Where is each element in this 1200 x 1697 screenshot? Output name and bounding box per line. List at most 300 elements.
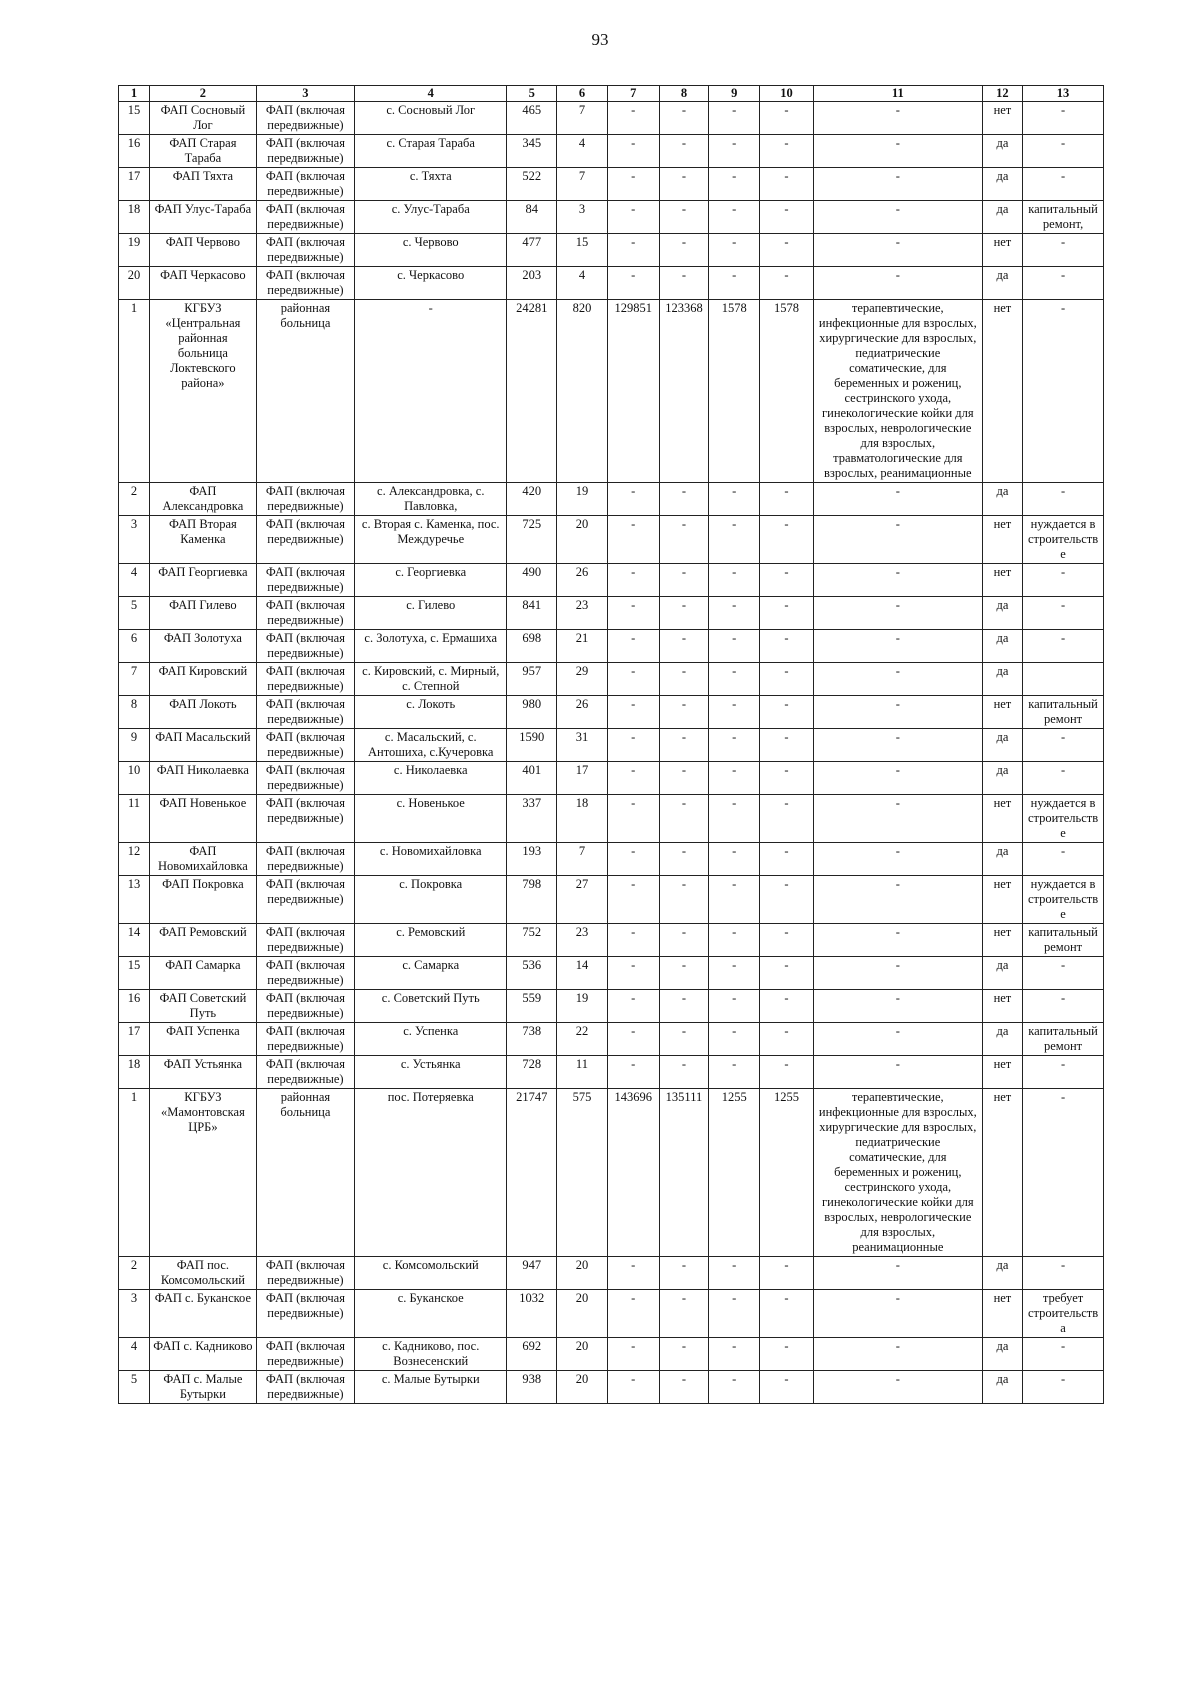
table-cell-col5: 725 — [507, 516, 557, 564]
table-cell-col7: - — [607, 1338, 659, 1371]
table-cell-col10: - — [760, 597, 814, 630]
table-row — [119, 516, 1104, 564]
table-cell-col12: нет — [982, 1089, 1022, 1257]
table-cell-col3: ФАП (включая передвижные) — [256, 234, 354, 267]
table-cell-col12: да — [982, 762, 1022, 795]
table-cell-col6: 26 — [557, 696, 608, 729]
table-cell-col12: да — [982, 1257, 1022, 1290]
column-header-3: 3 — [256, 86, 354, 102]
table-cell-col1: 5 — [119, 1371, 150, 1404]
table-cell-col12: нет — [982, 795, 1022, 843]
table-cell-col7: - — [607, 201, 659, 234]
table-cell-col5: 84 — [507, 201, 557, 234]
table-cell-col4: с. Советский Путь — [355, 990, 507, 1023]
table-cell-col6: 26 — [557, 564, 608, 597]
column-header-4: 4 — [355, 86, 507, 102]
column-header-9: 9 — [709, 86, 760, 102]
table-cell-col7: - — [607, 483, 659, 516]
table-cell-col9: - — [709, 597, 760, 630]
table-cell-col12: нет — [982, 102, 1022, 135]
table-cell-col13: - — [1023, 564, 1104, 597]
table-cell-col12: да — [982, 135, 1022, 168]
table-cell-col12: да — [982, 168, 1022, 201]
table-cell-col7: - — [607, 762, 659, 795]
table-cell-col11: терапевтические, инфекционные для взрослых, хирургические для взрослых, педиатрические соматические, для беременных и рожениц, сестринского ухода, гинекологические койки для взрослых, неврологические для взрослых, реанимационные — [813, 1089, 982, 1257]
table-cell-col8: - — [659, 663, 709, 696]
table-row — [119, 1089, 1104, 1257]
table-cell-col9: - — [709, 924, 760, 957]
table-cell-col7: - — [607, 1023, 659, 1056]
table-cell-col8: - — [659, 1290, 709, 1338]
table-row — [119, 1290, 1104, 1338]
table-cell-col10: - — [760, 1338, 814, 1371]
table-cell-col11: - — [813, 957, 982, 990]
table-cell-col4: пос. Потеряевка — [355, 1089, 507, 1257]
table-cell-col11: терапевтические, инфекционные для взрослых, хирургические для взрослых, педиатрические соматические, для беременных и рожениц, сестринского ухода, гинекологические койки для взрослых, неврологические для взрослых, травматологические для взрослых, реанимационные — [813, 300, 982, 483]
table-cell-col9: - — [709, 729, 760, 762]
table-cell-col8: - — [659, 795, 709, 843]
table-cell-col2: ФАП Сосновый Лог — [150, 102, 257, 135]
table-cell-col12: да — [982, 1023, 1022, 1056]
table-cell-col3: ФАП (включая передвижные) — [256, 696, 354, 729]
table-cell-col8: - — [659, 924, 709, 957]
table-cell-col11: - — [813, 876, 982, 924]
column-header-6: 6 — [557, 86, 608, 102]
table-cell-col5: 957 — [507, 663, 557, 696]
table-row — [119, 234, 1104, 267]
table-cell-col2: ФАП Ремовский — [150, 924, 257, 957]
table-cell-col5: 938 — [507, 1371, 557, 1404]
table-cell-col4: с. Тяхта — [355, 168, 507, 201]
table-cell-col13: - — [1023, 1257, 1104, 1290]
table-cell-col7: 143696 — [607, 1089, 659, 1257]
table-cell-col9: - — [709, 564, 760, 597]
table-cell-col8: 135111 — [659, 1089, 709, 1257]
table-cell-col9: - — [709, 795, 760, 843]
table-cell-col9: - — [709, 483, 760, 516]
table-cell-col5: 738 — [507, 1023, 557, 1056]
table-cell-col1: 4 — [119, 1338, 150, 1371]
table-cell-col8: - — [659, 696, 709, 729]
table-cell-col10: - — [760, 483, 814, 516]
table-cell-col4: с. Покровка — [355, 876, 507, 924]
table-body — [119, 102, 1104, 1404]
table-cell-col3: ФАП (включая передвижные) — [256, 843, 354, 876]
table-cell-col4: с. Самарка — [355, 957, 507, 990]
table-cell-col7: - — [607, 663, 659, 696]
table-cell-col8: - — [659, 597, 709, 630]
table-cell-col10: - — [760, 135, 814, 168]
table-cell-col9: - — [709, 663, 760, 696]
table-cell-col6: 29 — [557, 663, 608, 696]
table-cell-col3: ФАП (включая передвижные) — [256, 135, 354, 168]
table-cell-col4: с. Буканское — [355, 1290, 507, 1338]
table-cell-col11: - — [813, 267, 982, 300]
table-cell-col6: 20 — [557, 1257, 608, 1290]
table-cell-col8: - — [659, 957, 709, 990]
table-row — [119, 1371, 1104, 1404]
table-row — [119, 135, 1104, 168]
table-row — [119, 168, 1104, 201]
table-cell-col10: - — [760, 564, 814, 597]
table-cell-col6: 31 — [557, 729, 608, 762]
table-cell-col5: 752 — [507, 924, 557, 957]
table-cell-col3: ФАП (включая передвижные) — [256, 663, 354, 696]
table-cell-col12: нет — [982, 300, 1022, 483]
table-cell-col1: 15 — [119, 102, 150, 135]
table-cell-col5: 193 — [507, 843, 557, 876]
table-cell-col4: с. Ремовский — [355, 924, 507, 957]
table-cell-col6: 20 — [557, 1290, 608, 1338]
table-cell-col10: - — [760, 990, 814, 1023]
table-cell-col6: 575 — [557, 1089, 608, 1257]
table-cell-col12: да — [982, 630, 1022, 663]
table-cell-col7: - — [607, 729, 659, 762]
table-cell-col2: ФАП Кировский — [150, 663, 257, 696]
table-cell-col1: 1 — [119, 1089, 150, 1257]
table-cell-col5: 337 — [507, 795, 557, 843]
table-cell-col10: - — [760, 1257, 814, 1290]
table-cell-col3: ФАП (включая передвижные) — [256, 102, 354, 135]
table-cell-col9: - — [709, 267, 760, 300]
table-row — [119, 630, 1104, 663]
table-cell-col7: - — [607, 564, 659, 597]
table-cell-col5: 522 — [507, 168, 557, 201]
column-header-1: 1 — [119, 86, 150, 102]
table-cell-col1: 7 — [119, 663, 150, 696]
table-row — [119, 483, 1104, 516]
table-cell-col7: - — [607, 1290, 659, 1338]
table-cell-col2: ФАП Червово — [150, 234, 257, 267]
table-cell-col8: - — [659, 729, 709, 762]
table-cell-col9: - — [709, 1023, 760, 1056]
table-cell-col7: - — [607, 234, 659, 267]
table-cell-col4: с. Улус-Тараба — [355, 201, 507, 234]
table-cell-col2: ФАП Георгиевка — [150, 564, 257, 597]
table-cell-col11: - — [813, 1290, 982, 1338]
table-cell-col7: - — [607, 924, 659, 957]
table-cell-col8: - — [659, 990, 709, 1023]
table-cell-col4: - — [355, 300, 507, 483]
table-cell-col5: 345 — [507, 135, 557, 168]
table-cell-col6: 11 — [557, 1056, 608, 1089]
table-cell-col12: нет — [982, 990, 1022, 1023]
table-cell-col1: 10 — [119, 762, 150, 795]
table-cell-col6: 820 — [557, 300, 608, 483]
table-cell-col12: да — [982, 1371, 1022, 1404]
table-cell-col3: ФАП (включая передвижные) — [256, 762, 354, 795]
table-row — [119, 795, 1104, 843]
table-cell-col12: нет — [982, 234, 1022, 267]
table-cell-col3: ФАП (включая передвижные) — [256, 924, 354, 957]
table-cell-col5: 465 — [507, 102, 557, 135]
table-cell-col1: 3 — [119, 516, 150, 564]
table-cell-col5: 420 — [507, 483, 557, 516]
table-cell-col4: с. Локоть — [355, 696, 507, 729]
table-cell-col4: с. Кадниково, пос. Вознесенский — [355, 1338, 507, 1371]
table-cell-col3: ФАП (включая передвижные) — [256, 267, 354, 300]
table-cell-col13: нуждается в строительстве — [1023, 876, 1104, 924]
table-cell-col1: 18 — [119, 201, 150, 234]
table-cell-col11: - — [813, 564, 982, 597]
table-row — [119, 663, 1104, 696]
table-cell-col13: - — [1023, 630, 1104, 663]
table-cell-col2: ФАП пос. Комсомольский — [150, 1257, 257, 1290]
table-cell-col11: - — [813, 1338, 982, 1371]
table-cell-col11: - — [813, 729, 982, 762]
table-cell-col2: ФАП Гилево — [150, 597, 257, 630]
table-cell-col11: - — [813, 201, 982, 234]
table-cell-col9: - — [709, 168, 760, 201]
table-cell-col6: 14 — [557, 957, 608, 990]
table-cell-col9: - — [709, 990, 760, 1023]
table-cell-col6: 4 — [557, 135, 608, 168]
table-cell-col3: ФАП (включая передвижные) — [256, 201, 354, 234]
table-cell-col7: - — [607, 168, 659, 201]
table-cell-col13: требует строительства — [1023, 1290, 1104, 1338]
table-cell-col11: - — [813, 1056, 982, 1089]
table-cell-col6: 21 — [557, 630, 608, 663]
table-cell-col12: да — [982, 1338, 1022, 1371]
table-cell-col11: - — [813, 234, 982, 267]
table-cell-col6: 20 — [557, 1371, 608, 1404]
table-cell-col4: с. Александровка, с. Павловка, — [355, 483, 507, 516]
table-cell-col4: с. Новенькое — [355, 795, 507, 843]
table-cell-col10: - — [760, 957, 814, 990]
table-cell-col13: - — [1023, 135, 1104, 168]
table-cell-col10: - — [760, 1290, 814, 1338]
table-cell-col7: - — [607, 990, 659, 1023]
column-header-11: 11 — [813, 86, 982, 102]
table-cell-col4: с. Успенка — [355, 1023, 507, 1056]
table-cell-col13: капитальный ремонт — [1023, 696, 1104, 729]
table-cell-col3: ФАП (включая передвижные) — [256, 1056, 354, 1089]
table-cell-col7: - — [607, 135, 659, 168]
table-cell-col12: да — [982, 597, 1022, 630]
table-cell-col1: 12 — [119, 843, 150, 876]
table-cell-col5: 24281 — [507, 300, 557, 483]
table-cell-col4: с. Червово — [355, 234, 507, 267]
table-cell-col1: 18 — [119, 1056, 150, 1089]
table-cell-col4: с. Старая Тараба — [355, 135, 507, 168]
table-cell-col3: ФАП (включая передвижные) — [256, 1290, 354, 1338]
table-cell-col7: - — [607, 516, 659, 564]
table-cell-col10: - — [760, 168, 814, 201]
table-cell-col6: 23 — [557, 924, 608, 957]
table-row — [119, 729, 1104, 762]
column-header-12: 12 — [982, 86, 1022, 102]
table-cell-col5: 798 — [507, 876, 557, 924]
table-row — [119, 957, 1104, 990]
table-row — [119, 762, 1104, 795]
table-cell-col8: - — [659, 1338, 709, 1371]
table-cell-col1: 20 — [119, 267, 150, 300]
table-cell-col3: ФАП (включая передвижные) — [256, 990, 354, 1023]
table-cell-col5: 490 — [507, 564, 557, 597]
table-cell-col8: - — [659, 168, 709, 201]
table-cell-col2: ФАП Успенка — [150, 1023, 257, 1056]
table-cell-col13: - — [1023, 957, 1104, 990]
table-cell-col11: - — [813, 102, 982, 135]
table-cell-col1: 19 — [119, 234, 150, 267]
table-cell-col7: - — [607, 843, 659, 876]
table-cell-col9: - — [709, 1338, 760, 1371]
table-cell-col10: - — [760, 102, 814, 135]
table-cell-col1: 8 — [119, 696, 150, 729]
table-cell-col7: - — [607, 1371, 659, 1404]
table-cell-col5: 841 — [507, 597, 557, 630]
table-cell-col3: ФАП (включая передвижные) — [256, 597, 354, 630]
table-cell-col2: ФАП Улус-Тараба — [150, 201, 257, 234]
table-cell-col10: - — [760, 234, 814, 267]
table-cell-col12: нет — [982, 564, 1022, 597]
table-cell-col6: 27 — [557, 876, 608, 924]
table-cell-col1: 9 — [119, 729, 150, 762]
table-cell-col5: 536 — [507, 957, 557, 990]
table-cell-col11: - — [813, 1023, 982, 1056]
table-cell-col3: ФАП (включая передвижные) — [256, 630, 354, 663]
table-cell-col2: ФАП Николаевка — [150, 762, 257, 795]
column-header-10: 10 — [760, 86, 814, 102]
table-cell-col8: - — [659, 1023, 709, 1056]
table-cell-col11: - — [813, 516, 982, 564]
table-cell-col11: - — [813, 924, 982, 957]
table-cell-col7: - — [607, 597, 659, 630]
table-cell-col10: - — [760, 267, 814, 300]
table-cell-col12: да — [982, 729, 1022, 762]
table-cell-col4: с. Сосновый Лог — [355, 102, 507, 135]
table-cell-col4: с. Золотуха, с. Ермашиха — [355, 630, 507, 663]
table-cell-col7: - — [607, 957, 659, 990]
table-row — [119, 696, 1104, 729]
column-header-7: 7 — [607, 86, 659, 102]
table-cell-col5: 947 — [507, 1257, 557, 1290]
table-cell-col1: 2 — [119, 1257, 150, 1290]
table-cell-col7: 129851 — [607, 300, 659, 483]
table-cell-col13: - — [1023, 483, 1104, 516]
table-cell-col12: да — [982, 957, 1022, 990]
table-cell-col5: 21747 — [507, 1089, 557, 1257]
table-cell-col8: - — [659, 267, 709, 300]
column-header-5: 5 — [507, 86, 557, 102]
table-cell-col4: с. Николаевка — [355, 762, 507, 795]
table-cell-col10: - — [760, 762, 814, 795]
table-cell-col3: ФАП (включая передвижные) — [256, 1257, 354, 1290]
table-cell-col6: 19 — [557, 483, 608, 516]
column-header-13: 13 — [1023, 86, 1104, 102]
table-cell-col9: - — [709, 630, 760, 663]
table-cell-col7: - — [607, 1257, 659, 1290]
table-cell-col13: нуждается в строительстве — [1023, 795, 1104, 843]
table-cell-col3: ФАП (включая передвижные) — [256, 1338, 354, 1371]
table-cell-col9: - — [709, 102, 760, 135]
table-cell-col6: 20 — [557, 516, 608, 564]
table-row — [119, 1023, 1104, 1056]
table-cell-col1: 5 — [119, 597, 150, 630]
table-cell-col11: - — [813, 168, 982, 201]
table-cell-col6: 18 — [557, 795, 608, 843]
table-cell-col1: 16 — [119, 990, 150, 1023]
table-cell-col2: ФАП Новомихайловка — [150, 843, 257, 876]
table-cell-col10: - — [760, 1023, 814, 1056]
table-cell-col13: - — [1023, 1338, 1104, 1371]
table-cell-col10: - — [760, 924, 814, 957]
table-cell-col11: - — [813, 696, 982, 729]
table-cell-col4: с. Новомихайловка — [355, 843, 507, 876]
table-cell-col6: 20 — [557, 1338, 608, 1371]
table-cell-col1: 17 — [119, 1023, 150, 1056]
table-cell-col8: - — [659, 564, 709, 597]
table-cell-col4: с. Вторая с. Каменка, пос. Междуречье — [355, 516, 507, 564]
table-row — [119, 1056, 1104, 1089]
table-cell-col11: - — [813, 1371, 982, 1404]
table-cell-col9: - — [709, 201, 760, 234]
table-cell-col8: 123368 — [659, 300, 709, 483]
table-row — [119, 564, 1104, 597]
table-cell-col13: - — [1023, 990, 1104, 1023]
table-cell-col12: да — [982, 663, 1022, 696]
table-cell-col7: - — [607, 696, 659, 729]
table-cell-col5: 1032 — [507, 1290, 557, 1338]
table-cell-col12: нет — [982, 516, 1022, 564]
table-cell-col2: ФАП Александровка — [150, 483, 257, 516]
table-cell-col8: - — [659, 102, 709, 135]
table-cell-col5: 477 — [507, 234, 557, 267]
table-cell-col13: капитальный ремонт — [1023, 924, 1104, 957]
table-cell-col12: нет — [982, 1056, 1022, 1089]
table-cell-col6: 15 — [557, 234, 608, 267]
table-cell-col2: ФАП Тяхта — [150, 168, 257, 201]
table-row — [119, 1257, 1104, 1290]
table-row — [119, 267, 1104, 300]
table-cell-col10: - — [760, 201, 814, 234]
table-cell-col8: - — [659, 630, 709, 663]
table-cell-col13: - — [1023, 1056, 1104, 1089]
table-cell-col9: - — [709, 696, 760, 729]
table-cell-col4: с. Гилево — [355, 597, 507, 630]
table-cell-col13: - — [1023, 762, 1104, 795]
table-cell-col2: ФАП с. Кадниково — [150, 1338, 257, 1371]
table-cell-col1: 3 — [119, 1290, 150, 1338]
table-cell-col8: - — [659, 483, 709, 516]
table-cell-col13 — [1023, 663, 1104, 696]
table-cell-col3: ФАП (включая передвижные) — [256, 564, 354, 597]
table-cell-col3: ФАП (включая передвижные) — [256, 483, 354, 516]
table-cell-col13: - — [1023, 597, 1104, 630]
table-cell-col10: - — [760, 843, 814, 876]
table-cell-col8: - — [659, 516, 709, 564]
table-cell-col3: районная больница — [256, 1089, 354, 1257]
table-cell-col12: нет — [982, 924, 1022, 957]
table-cell-col9: - — [709, 1290, 760, 1338]
table-cell-col10: - — [760, 876, 814, 924]
table-cell-col10: - — [760, 729, 814, 762]
table-cell-col2: ФАП Локоть — [150, 696, 257, 729]
table-cell-col9: - — [709, 135, 760, 168]
table-cell-col6: 3 — [557, 201, 608, 234]
table-cell-col6: 7 — [557, 843, 608, 876]
table-cell-col1: 15 — [119, 957, 150, 990]
table-row — [119, 102, 1104, 135]
table-cell-col1: 13 — [119, 876, 150, 924]
table-row — [119, 1338, 1104, 1371]
table-cell-col6: 17 — [557, 762, 608, 795]
table-cell-col2: ФАП Новенькое — [150, 795, 257, 843]
table-cell-col13: нуждается в строительстве — [1023, 516, 1104, 564]
table-cell-col8: - — [659, 843, 709, 876]
table-cell-col3: ФАП (включая передвижные) — [256, 516, 354, 564]
table-cell-col9: 1255 — [709, 1089, 760, 1257]
